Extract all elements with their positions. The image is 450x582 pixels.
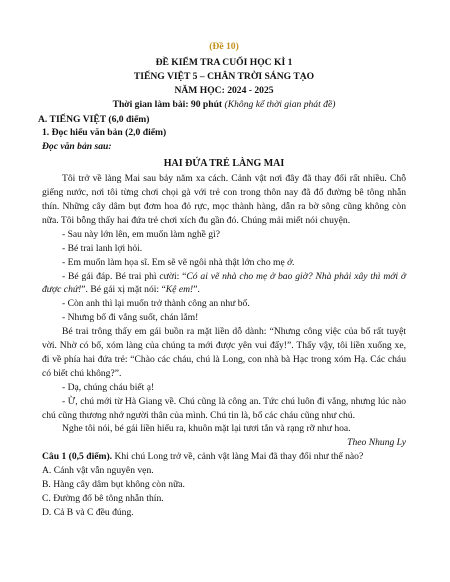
dialogue-line-4-part-e: ”.: [193, 284, 200, 296]
story-paragraph-1: Tôi trở về làng Mai sau bảy năm xa cách. Cảnh vật nơi đây đã thay đổi rất nhiều. Chỗ giếng nước, nơi tôi từng chơi chọi gà với trẻ con trong thôn nay đã đổ đường bê tông nhẵn thín. Những cây dâm bụt đơm hoa đỏ rực, mọc thành hàng, dẫn ra bờ sông cũng không còn nữa. Tôi bỗng thấy hai đứa trẻ chơi xích đu gần đó. Chúng mải miết nói chuyện.: [42, 173, 406, 226]
dialogue-line-7: - Dạ, chúng cháu biết ạ!: [62, 381, 155, 393]
time-allowed-label: Thời gian làm bài: 90 phút: [112, 98, 223, 110]
story-title: HAI ĐỨA TRẺ LÀNG MAI: [163, 158, 285, 170]
reading-instruction: Đọc văn bản sau:: [42, 141, 112, 153]
dialogue-line-3-italic: ở.: [287, 256, 295, 268]
story-paragraph-3: - Ừ, chú mới từ Hà Giang về. Chú cũng là công an. Tức chú luôn đi vắng, nhưng lúc nào chú cũng thương nhớ người thân của mình. Chú tin là, bố các cháu cũng như chú.: [42, 395, 406, 421]
story-author: Theo Nhung Ly: [347, 437, 406, 449]
school-year: NĂM HỌC: 2024 - 2025: [174, 84, 274, 96]
subject-title: TIẾNG VIỆT 5 – CHÂN TRỜI SÁNG TẠO: [133, 70, 315, 82]
dialogue-line-4-part-a: - Bé gái đáp. Bé trai phì cười: “: [62, 270, 187, 282]
question-1-option-c: C. Đường đổ bê tông nhẵn thín.: [42, 493, 164, 504]
story-paragraph-4: Nghe tôi nói, bé gái liền hiểu ra, khuôn mặt lại tươi tắn và rạng rỡ như hoa.: [62, 423, 351, 435]
dialogue-line-3-text: - Em muốn làm họa sĩ. Em sẽ vẽ ngôi nhà thật lớn cho mẹ: [62, 256, 288, 268]
dialogue-line-3: [42, 256, 406, 270]
question-1-option-a: A. Cánh vật vẫn nguyên vẹn.: [42, 465, 154, 477]
question-1-option-d: D. Cả B và C đều đúng.: [42, 506, 134, 518]
dialogue-line-2: - Bé trai lanh lợi hỏi.: [62, 242, 143, 254]
dialogue-line-4-part-c: ”. Bé gái xị mặt nói: “: [81, 284, 166, 296]
time-allowed: [42, 98, 406, 112]
section-1-heading: 1. Đọc hiểu văn bản (2,0 điểm): [42, 127, 167, 139]
question-1-option-b: B. Hàng cây dâm bụt không còn nữa.: [42, 479, 185, 491]
question-1-label: Câu 1 (0,5 điểm).: [42, 451, 113, 463]
dialogue-line-5: - Còn anh thì lại muốn trở thành công an như bố.: [62, 298, 250, 310]
story-paragraph-2: Bé trai trông thấy em gái buồn ra mặt liền dỗ dành: “Nhưng công việc của bố rất tuyệt vời. Nhờ có bố, xóm làng của chúng ta mới được yên vui đấy!”. Thấy vậy, tôi liền xuống xe, đi về phía hai đứa trẻ: “Chào các cháu, chú là Long, con nhà bà Hạc trong xóm Hạ. Các cháu có biết chú không?”.: [42, 326, 406, 379]
dialogue-line-1: - Sau này lớn lên, em muốn làm nghề gì?: [62, 228, 221, 240]
dialogue-line-4-quote-b: Kệ em!: [165, 284, 194, 296]
dialogue-line-4-quote-a: Có ai vẽ nhà cho mẹ ở bao giờ? Nhà phải xây thì mới ở được chứ!: [42, 270, 406, 296]
dialogue-line-4: [42, 270, 406, 298]
section-a-heading: A. TIẾNG VIỆT (6,0 điểm): [38, 113, 150, 125]
dialogue-line-6: - Nhưng bố đi vắng suốt, chán lắm!: [62, 312, 199, 324]
exam-code: (Đề 10): [209, 41, 239, 52]
question-1: [42, 450, 406, 464]
exam-title: ĐỀ KIỂM TRA CUỐI HỌC KÌ 1: [155, 56, 293, 68]
time-allowed-note: (Không kể thời gian phát đề): [224, 98, 336, 110]
question-1-text: Khi chú Long trở về, cảnh vật làng Mai đã thay đổi như thế nào?: [112, 451, 364, 463]
